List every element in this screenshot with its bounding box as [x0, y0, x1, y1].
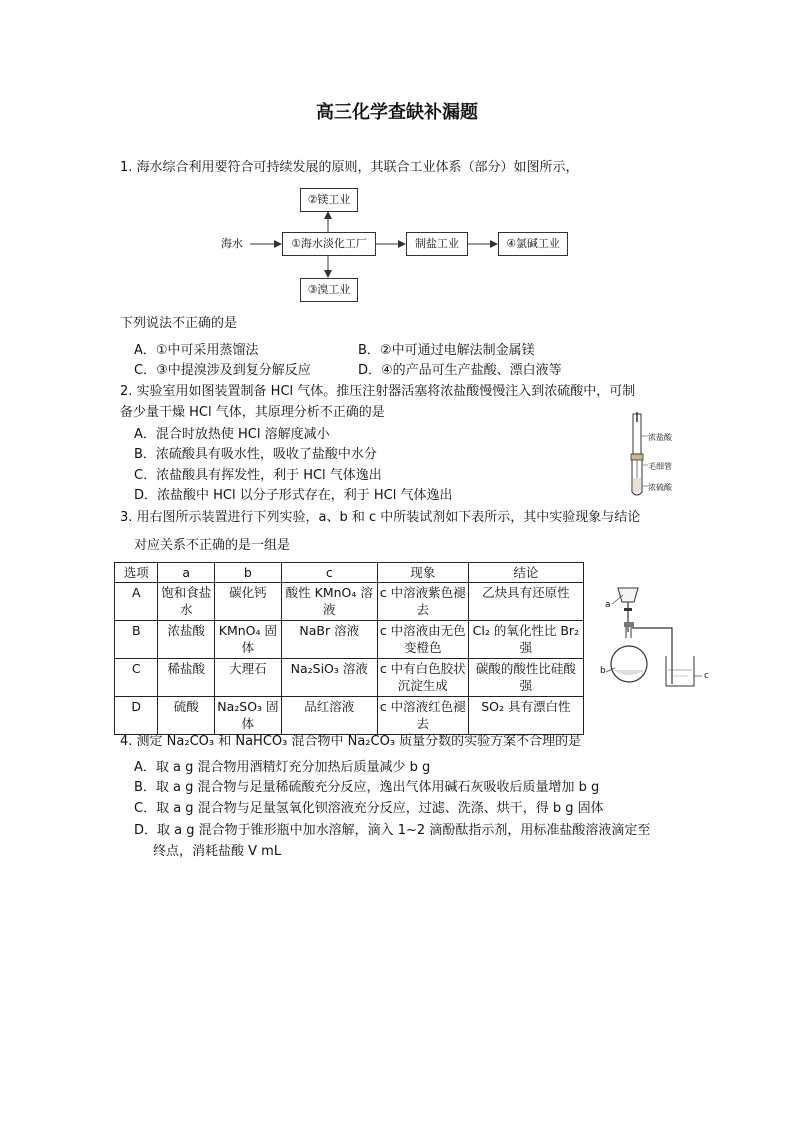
table-cell: NaBr 溶液	[281, 621, 377, 659]
table-cell: 碳酸的酸性比硅酸强	[468, 659, 583, 697]
q2-stem-line2: 备少量干燥 HCl 气体，其原理分析不正确的是	[120, 405, 385, 420]
table-row	[115, 583, 584, 621]
header-cell: 选项	[115, 563, 158, 583]
header-cell: c	[281, 563, 377, 583]
table-cell: Na₂SiO₃ 溶液	[281, 659, 377, 697]
table-row	[115, 697, 584, 735]
table-cell: KMnO₄ 固体	[215, 621, 282, 659]
box-mg: ②镁工业	[300, 188, 358, 212]
table-cell: C	[115, 659, 158, 697]
header-cell: a	[158, 563, 215, 583]
q1-option-c: C．③中提溴涉及到复分解反应	[134, 363, 311, 378]
q4-option-d-line2: 终点，消耗盐酸 V mL	[153, 844, 282, 859]
q2-option-a: A．混合时放热使 HCl 溶解度减小	[134, 427, 330, 442]
header-cell: b	[215, 563, 282, 583]
label-conc-hcl: 浓盐酸	[648, 433, 672, 442]
q3-stem-line2: 对应关系不正确的是一组是	[134, 538, 291, 553]
label-capillary: 毛细管	[648, 462, 672, 471]
q3-apparatus-figure	[598, 580, 716, 692]
table-cell: c 中溶液紫色褪去	[377, 583, 468, 621]
table-cell: 浓盐酸	[158, 621, 215, 659]
table-cell: Cl₂ 的氧化性比 Br₂ 强	[468, 621, 583, 659]
table-cell: 饱和食盐水	[158, 583, 215, 621]
q2-option-b: B．浓硫酸具有吸水性，吸收了盐酸中水分	[134, 447, 377, 462]
q1-flow-diagram	[0, 0, 794, 310]
box-salt: 制盐工业	[406, 232, 468, 256]
q2-apparatus-figure	[622, 410, 682, 500]
q1-option-d: D．④的产品可生产盐酸、漂白液等	[358, 363, 562, 378]
table-cell: D	[115, 697, 158, 735]
header-cell: 结论	[468, 563, 583, 583]
q1-prompt: 下列说法不正确的是	[120, 316, 238, 331]
label-a: a	[605, 600, 611, 610]
table-header-row	[115, 563, 584, 583]
page-title: 高三化学查缺补漏题	[316, 102, 478, 123]
table-cell: 大理石	[215, 659, 282, 697]
table-row	[115, 659, 584, 697]
table-cell: 稀盐酸	[158, 659, 215, 697]
label-seawater: 海水	[221, 237, 243, 250]
table-row	[115, 621, 584, 659]
table-cell: A	[115, 583, 158, 621]
label-c: c	[704, 671, 709, 681]
q3-table	[114, 562, 584, 735]
table-cell: 碳化钙	[215, 583, 282, 621]
q1-stem: 1. 海水综合利用要符合可持续发展的原则，其联合工业体系（部分）如图所示，	[120, 160, 579, 175]
q4-stem: 4. 测定 Na₂CO₃ 和 NaHCO₃ 混合物中 Na₂CO₃ 质量分数的实验方案不合理的是	[120, 734, 582, 749]
table-cell: c 中溶液红色褪去	[377, 697, 468, 735]
q4-option-d-line1: D．取 a g 混合物于锥形瓶中加水溶解，滴入 1~2 滴酚酞指示剂，用标准盐酸溶液滴定至	[134, 823, 651, 838]
table-cell: 硫酸	[158, 697, 215, 735]
box-chlor: ④氯碱工业	[498, 232, 568, 256]
table-cell: 品红溶液	[281, 697, 377, 735]
q4-option-b: B．取 a g 混合物与足量稀硫酸充分反应，逸出气体用碱石灰吸收后质量增加 b g	[134, 780, 600, 795]
q1-option-b: B．②中可通过电解法制金属镁	[358, 343, 535, 358]
q4-option-c: C．取 a g 混合物与足量氢氧化钡溶液充分反应，过滤、洗涤、烘干，得 b g 固体	[134, 801, 604, 816]
q3-stem-line1: 3. 用右图所示装置进行下列实验，a、b 和 c 中所装试剂如下表所示，其中实验现象与结论	[120, 510, 641, 525]
header-cell: 现象	[377, 563, 468, 583]
box-desal: ①海水淡化工厂	[282, 232, 376, 256]
table-cell: 乙炔具有还原性	[468, 583, 583, 621]
table-cell: SO₂ 具有漂白性	[468, 697, 583, 735]
flow-arrows	[0, 0, 794, 310]
q2-option-d: D．浓盐酸中 HCl 以分子形式存在，利于 HCl 气体逸出	[134, 488, 453, 503]
label-b: b	[600, 666, 606, 676]
table-cell: Na₂SO₃ 固体	[215, 697, 282, 735]
label-conc-h2so4: 浓硫酸	[648, 483, 672, 492]
table-cell: B	[115, 621, 158, 659]
q4-option-a: A．取 a g 混合物用酒精灯充分加热后质量减少 b g	[134, 760, 431, 775]
table-cell: c 中有白色胶状沉淀生成	[377, 659, 468, 697]
table-cell: c 中溶液由无色变橙色	[377, 621, 468, 659]
q2-stem-line1: 2. 实验室用如图装置制备 HCl 气体。推压注射器活塞将浓盐酸慢慢注入到浓硫酸中，可制	[120, 384, 636, 399]
q2-option-c: C．浓盐酸具有挥发性，利于 HCl 气体逸出	[134, 468, 382, 483]
table-cell: 酸性 KMnO₄ 溶液	[281, 583, 377, 621]
q1-option-a: A．①中可采用蒸馏法	[134, 343, 259, 358]
box-br: ③溴工业	[300, 278, 358, 302]
